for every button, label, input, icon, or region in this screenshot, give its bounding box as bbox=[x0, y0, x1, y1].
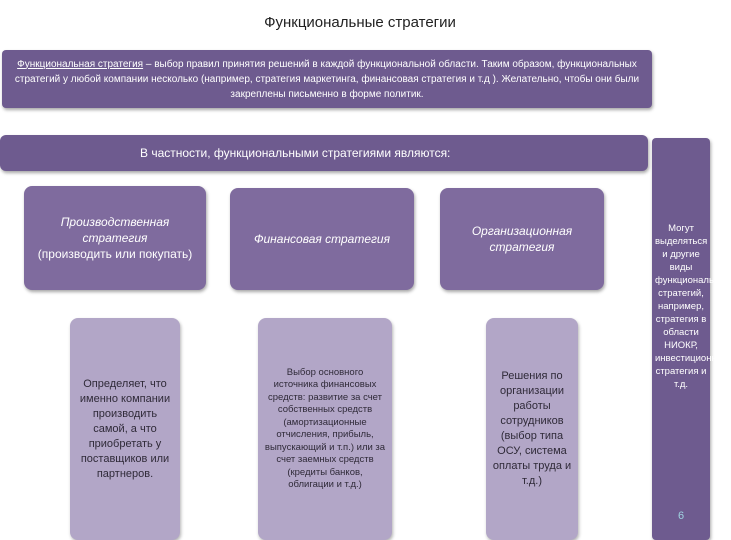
financial-strategy-box bbox=[230, 188, 414, 290]
side-note-text: Могут выделяться и другие виды функциональных стратегий, например, стратегия в области НИОКР, инвестиционная стратегия и т.д. bbox=[655, 223, 731, 390]
financial-strategy-label: Финансовая стратегия bbox=[253, 232, 391, 246]
organizational-description: Решения по организации работы сотрудников (выбор типа ОСУ, система оплаты труда и т.д.) bbox=[492, 370, 572, 487]
definition-text bbox=[10, 57, 644, 102]
page-title: Функциональные стратегии bbox=[264, 14, 456, 31]
production-strategy-note: (производить или покупать) bbox=[37, 247, 193, 261]
financial-description: Выбор основного источника финансовых средств: развитие за счет собственных средств (амортизационные отчисления, прибыль, выпускающий и т.п.) или за счет заемных средств (кредиты банков, облигации и т.д.) bbox=[264, 366, 386, 490]
definition-term: Функциональная стратегия bbox=[17, 58, 144, 70]
production-description-box bbox=[70, 318, 180, 540]
production-strategy-box bbox=[24, 186, 206, 290]
definition-box bbox=[2, 50, 652, 108]
organizational-strategy-box bbox=[440, 188, 604, 290]
financial-description-box bbox=[258, 318, 392, 540]
definition-body: – выбор правил принятия решений в каждой функциональной области. Таким образом, функциональных стратегий у любой компании несколько (например, стратегия маркетинга, финансовая стратегия и т.д ). Желательно, чтобы они были закреплены письменно в форме политик. bbox=[14, 58, 640, 100]
production-strategy-label: Производственная стратегия bbox=[60, 215, 170, 245]
organizational-strategy-label: Организационная стратегия bbox=[471, 224, 573, 254]
organizational-description-box bbox=[486, 318, 578, 540]
side-note-box bbox=[652, 138, 731, 540]
intro-box bbox=[0, 135, 648, 171]
production-description: Определяет, что именно компании производить самой, а что приобретать у поставщиков или партнеров. bbox=[79, 377, 171, 480]
intro-text: В частности, функциональными стратегиями являются: bbox=[140, 146, 451, 160]
page-number: 6 bbox=[677, 510, 685, 522]
